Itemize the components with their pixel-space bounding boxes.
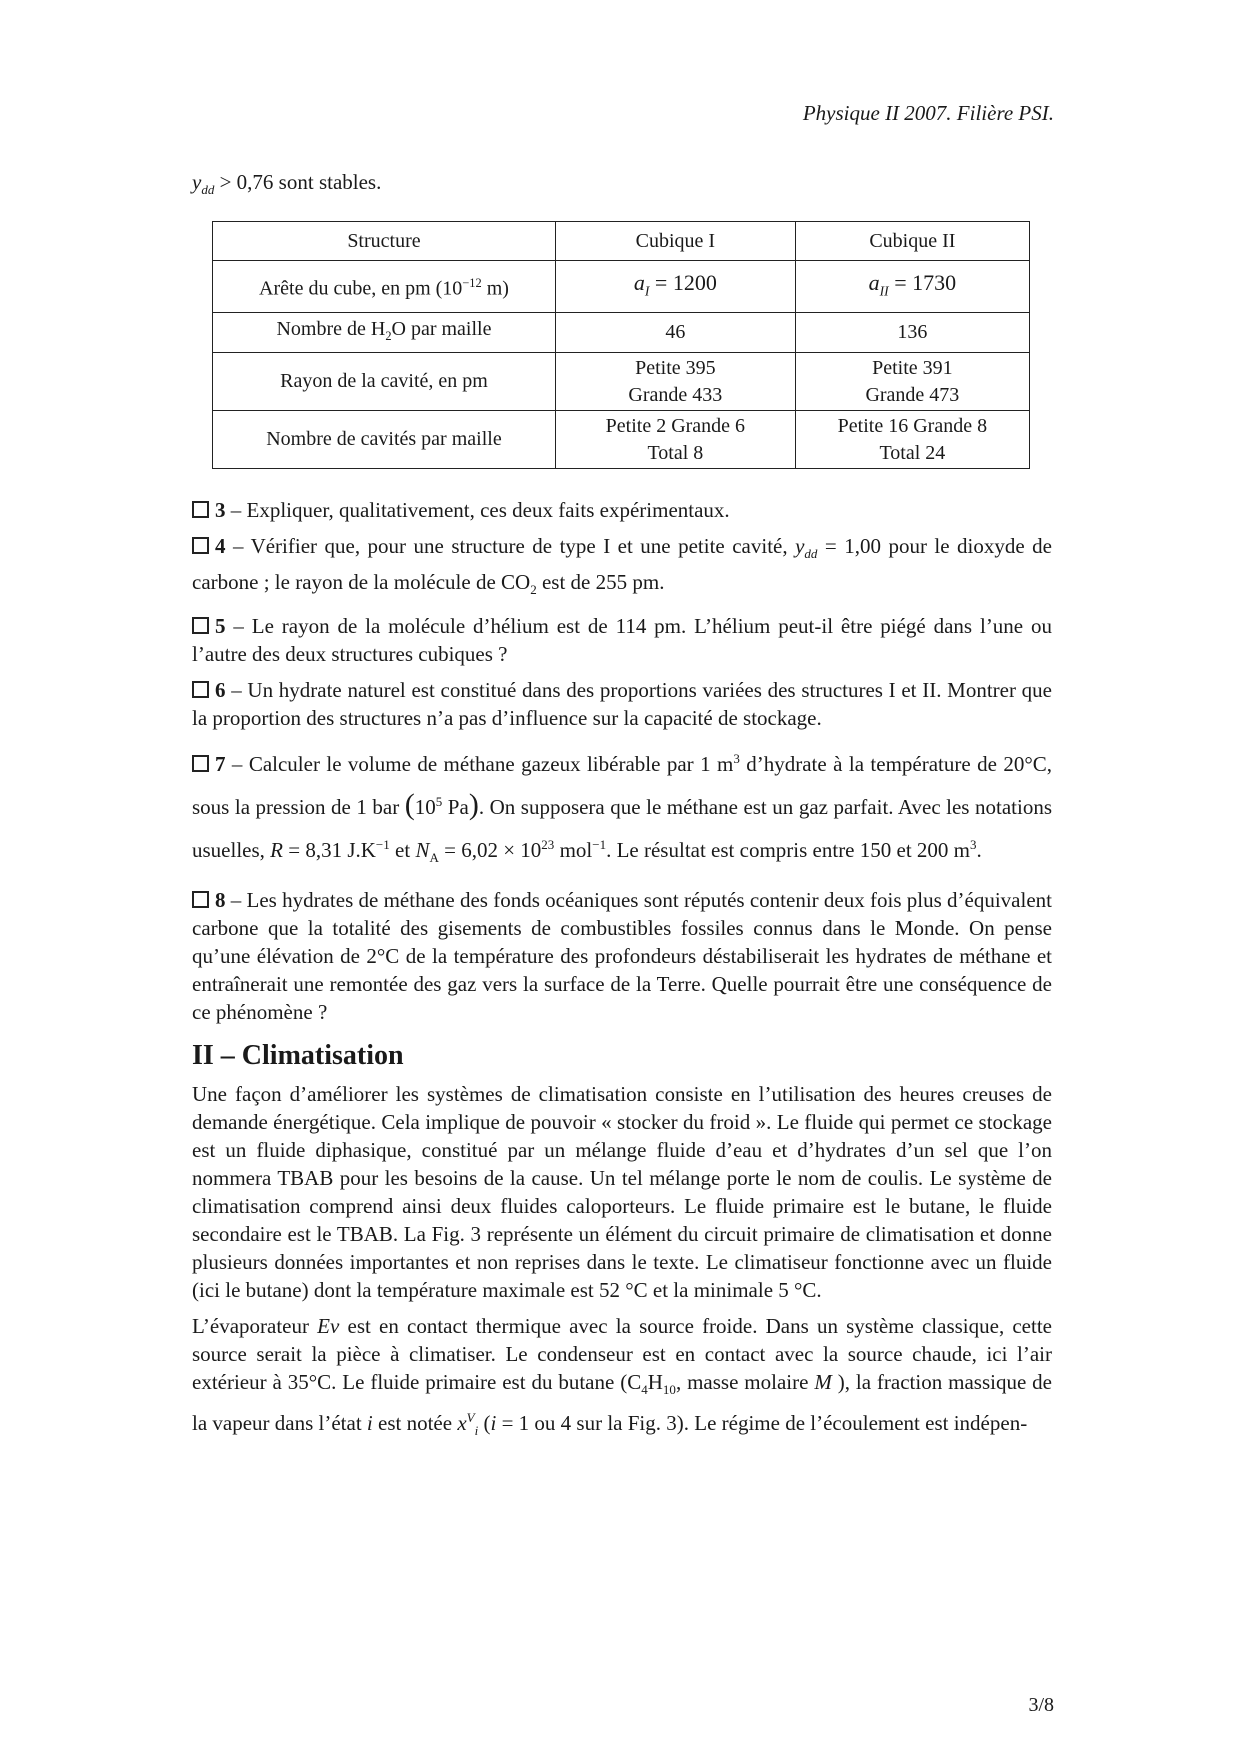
paragraph-text: , masse molaire: [675, 1369, 815, 1394]
co2-sub: 2: [530, 582, 537, 598]
ydd-sub: dd: [804, 546, 818, 562]
question-8: [192, 886, 1052, 1026]
formula-sub: 4: [641, 1381, 648, 1397]
question-number: 8: [215, 887, 226, 912]
paragraph-text: ), la fraction massique de la vapeur dans l’état: [192, 1369, 1052, 1435]
paragraph-text: L’évaporateur: [192, 1313, 318, 1338]
cell-var: a: [868, 269, 880, 295]
ydd-var: y: [192, 170, 202, 194]
question-number: 5: [215, 614, 226, 639]
question-7: [192, 740, 1052, 877]
question-6: [192, 676, 1052, 732]
cell-text: O par maille: [391, 317, 492, 340]
cell-text: Arête du cube, en pm (10: [259, 277, 463, 300]
table-row: [213, 353, 1030, 411]
pressure-unit: Pa: [442, 795, 469, 820]
ydd-sub: dd: [201, 182, 215, 198]
cell-line: Petite 391: [872, 356, 953, 379]
question-text: – Un hydrate naturel est constitué dans des proportions variées des structures I et II. Montrer que la proportion des structures n’a pas d’influence sur la capacité de stockage.: [192, 678, 1052, 731]
i-var: i: [490, 1410, 497, 1435]
cell-sub: II: [879, 283, 889, 299]
table-cell: [555, 411, 795, 469]
table-cell: [555, 261, 795, 313]
pressure-value: 10: [414, 795, 436, 820]
table-header-cell: Structure: [213, 222, 556, 261]
question-text: – Calculer le volume de méthane gazeux libérable par 1 m: [225, 752, 734, 777]
table-row: [213, 222, 1030, 261]
table-cell: [213, 261, 556, 313]
page-header: Physique II 2007. Filière PSI.: [802, 101, 1054, 125]
ydd-var: y: [795, 534, 805, 558]
table-cell: Nombre de cavités par maille: [213, 411, 556, 469]
page-number: 3/8: [1028, 1694, 1054, 1716]
cell-value: = 1730: [888, 269, 957, 295]
exponent: −1: [592, 837, 607, 853]
question-text: d’hydrate à la température de 20°C, sous la pression de 1 bar: [192, 752, 1052, 820]
checkbox-icon: [192, 681, 209, 698]
question-text: .: [976, 838, 982, 863]
cell-var: a: [633, 269, 645, 295]
intro-line: [192, 170, 381, 198]
na-unit: mol: [554, 838, 593, 863]
question-text: est de 255 pm.: [536, 570, 665, 595]
table-cell: 46: [555, 313, 795, 353]
paren: ): [468, 788, 479, 822]
question-text: et: [389, 838, 416, 863]
cell-line: Total 24: [879, 441, 946, 464]
question-number: 4: [215, 534, 226, 558]
cell-line: Petite 395: [635, 356, 716, 379]
table-cell: [795, 353, 1029, 411]
table-cell: [555, 353, 795, 411]
exponent: 3: [970, 837, 977, 853]
question-number: 6: [215, 678, 226, 703]
checkbox-icon: [192, 891, 209, 908]
question-text: – Les hydrates de méthane des fonds océaniques sont réputés contenir deux fois plus d’équivalent carbone que la totalité des gisements de combustibles fossiles connus dans le Monde. On pense qu’une élévation de 2°C de la température des profondeurs déstabiliserait les hydrates de méthane et entraînerait une remontée des gaz vers la surface de la Terre. Quelle pourrait être une conséquence de ce phénomène ?: [192, 887, 1052, 1024]
question-text: – Vérifier que, pour une structure de type I et une petite cavité,: [225, 534, 796, 558]
cell-sub: I: [644, 283, 650, 299]
cell-line: Petite 2 Grande 6: [605, 414, 746, 437]
exponent: −1: [375, 837, 390, 853]
paragraph-text: est en contact thermique avec la source froide. Dans un système classique, cette source serait la pièce à climatiser. Le condenseur est en contact avec la source chaude, ici l’air extérieur à 35°C. Le fluide primaire est du butane (C: [192, 1313, 1052, 1394]
table-header-cell: Cubique II: [795, 222, 1029, 261]
question-3: [192, 496, 1052, 524]
cell-sub: 2: [385, 328, 392, 343]
formula-sub: 10: [662, 1381, 676, 1397]
question-text: . Le résultat est compris entre 150 et 200 m: [606, 838, 970, 863]
ev-var: Ev: [317, 1313, 340, 1338]
question-text: – Expliquer, qualitativement, ces deux faits expérimentaux.: [225, 498, 730, 522]
cell-text: Nombre de H: [276, 317, 386, 340]
section-paragraph-1: Une façon d’améliorer les systèmes de climatisation consiste en l’utilisation des heures creuses de demande énergétique. Cela implique de pouvoir « stocker du froid ». Le fluide qui permet ce stockage est un fluide diphasique, constitué par un mélange fluide d’eau et d’hydrates d’un sel que l’on nommera TBAB pour les besoins de la cause. Un tel mélange porte le nom de coulis. Le système de climatisation comprend ainsi deux fluides caloporteurs. Le fluide primaire est le butane, le fluide secondaire est le TBAB. La Fig. 3 représente un élément du circuit primaire de climatisation et donne plusieurs données importantes et non reprises dans le texte. Le climatiseur fonctionne avec un fluide (ici le butane) dont la température maximale est 52 °C et la minimale 5 °C.: [192, 1081, 1052, 1302]
hydrate-structure-table: [212, 221, 1030, 469]
table-row: [213, 313, 1030, 353]
table-cell: [795, 411, 1029, 469]
formula-text: H: [647, 1369, 663, 1394]
table-cell: Rayon de la cavité, en pm: [213, 353, 556, 411]
question-number: 3: [215, 498, 226, 522]
checkbox-icon: [192, 617, 209, 634]
question-text: = 1,00 pour le dioxyde de carbone ; le rayon de la molécule de CO: [192, 534, 1052, 595]
paragraph-text: (: [478, 1410, 491, 1435]
na-var: N: [415, 838, 430, 863]
table-cell: [213, 313, 556, 353]
i-var: i: [366, 1410, 373, 1435]
question-4: [192, 532, 1052, 604]
main-content: [192, 496, 1052, 1453]
section-paragraph-2: [192, 1312, 1052, 1445]
paragraph-text: = 1 ou 4 sur la Fig. 3). Le régime de l’écoulement est indépen-: [496, 1410, 1028, 1435]
table-row: [213, 261, 1030, 313]
x-sup: V: [466, 1409, 475, 1425]
cell-line: Grande 433: [628, 383, 723, 406]
question-text: . On supposera que le méthane est un gaz parfait. Avec les notations usuelles,: [192, 795, 1053, 863]
cell-line: Total 8: [647, 441, 704, 464]
na-value: = 6,02 × 10: [438, 838, 542, 863]
exponent: 5: [435, 794, 443, 810]
cell-sup: −12: [462, 276, 482, 291]
table-cell: [795, 261, 1029, 313]
na-sub: A: [429, 850, 439, 866]
question-text: – Le rayon de la molécule d’hélium est de 114 pm. L’hélium peut-il être piégé dans l’une ou l’autre des deux structures cubiques ?: [192, 614, 1052, 667]
m-var: M: [814, 1369, 832, 1394]
paren: (: [404, 788, 415, 822]
checkbox-icon: [192, 755, 209, 772]
exponent: 23: [541, 837, 555, 853]
question-5: [192, 612, 1052, 668]
cell-line: Petite 16 Grande 8: [837, 414, 988, 437]
r-value: = 8,31 J.K: [282, 838, 376, 863]
table-header-cell: Cubique I: [555, 222, 795, 261]
intro-rest: > 0,76 sont stables.: [214, 170, 382, 194]
checkbox-icon: [192, 501, 209, 518]
x-var: x: [457, 1410, 467, 1435]
r-var: R: [270, 838, 283, 863]
checkbox-icon: [192, 537, 209, 554]
table-row: [213, 411, 1030, 469]
paragraph-text: est notée: [372, 1410, 458, 1435]
cell-text: m): [481, 277, 509, 300]
section-title: II – Climatisation: [192, 1039, 404, 1071]
exponent: 3: [733, 751, 740, 767]
cell-value: = 1200: [649, 269, 717, 295]
table-cell: 136: [795, 313, 1029, 353]
cell-line: Grande 473: [865, 383, 960, 406]
question-number: 7: [215, 752, 226, 777]
x-sub: i: [474, 1422, 479, 1438]
